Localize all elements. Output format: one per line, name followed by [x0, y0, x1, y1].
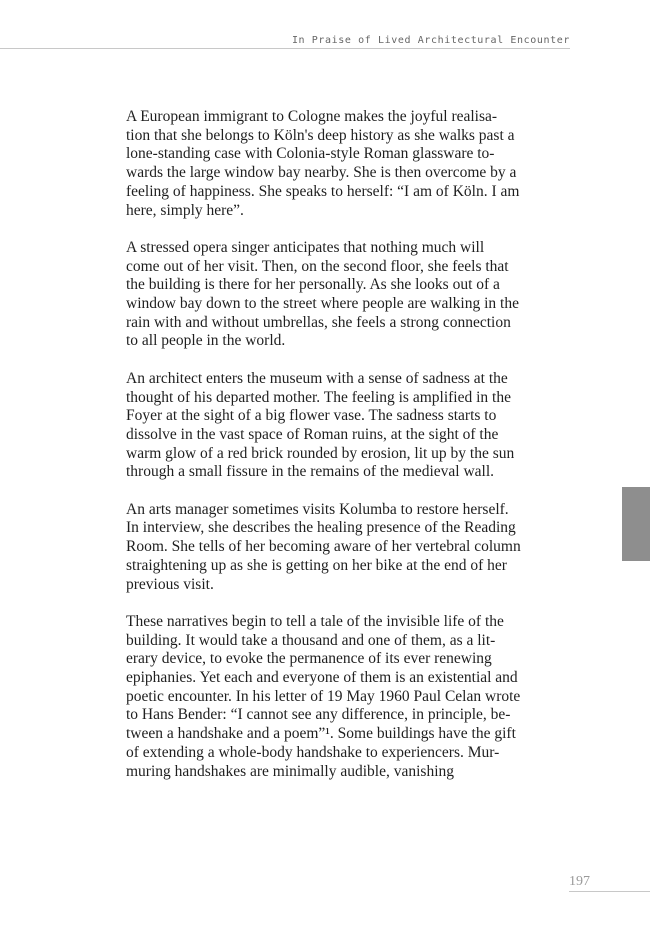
text-line: feeling of happiness. She speaks to herself: “I am of Köln. I am — [126, 182, 520, 200]
page-number: 197 — [569, 874, 590, 889]
text-line: thought of his departed mother. The feeling is amplified in the — [126, 388, 511, 406]
text-line: the building is there for her personally. As she looks out of a — [126, 276, 500, 294]
text-line: An arts manager sometimes visits Kolumba to restore herself. — [126, 500, 509, 518]
footer-rule — [569, 891, 650, 892]
text-line: come out of her visit. Then, on the second floor, she feels that — [126, 257, 509, 275]
text-line: erary device, to evoke the permanence of its ever renewing — [126, 650, 492, 668]
text-line: An architect enters the museum with a sense of sadness at the — [126, 369, 508, 387]
text-line: previous visit. — [126, 575, 214, 593]
text-line: poetic encounter. In his letter of 19 May 1960 Paul Celan wrote — [126, 687, 521, 705]
body-text — [126, 108, 578, 800]
text-line: wards the large window bay nearby. She is then overcome by a — [126, 164, 517, 182]
thumb-index-tab — [622, 487, 650, 561]
text-line: to Hans Bender: “I cannot see any difference, in principle, be- — [126, 706, 511, 724]
text-line: Room. She tells of her becoming aware of her vertebral column — [126, 538, 521, 556]
text-line: building. It would take a thousand and one of them, as a lit- — [126, 631, 496, 649]
text-line: of extending a whole-body handshake to experiencers. Mur- — [126, 743, 500, 761]
text-line: through a small fissure in the remains of the medieval wall. — [126, 463, 495, 481]
paragraph — [126, 613, 578, 781]
text-line: epiphanies. Yet each and everyone of them is an existential and — [126, 669, 518, 687]
text-line: tion that she belongs to Köln's deep history as she walks past a — [126, 126, 515, 144]
text-line: warm glow of a red brick rounded by erosion, lit up by the sun — [126, 444, 515, 462]
paragraph — [126, 501, 578, 595]
text-line: here, simply here”. — [126, 201, 244, 219]
text-line: to all people in the world. — [126, 332, 286, 350]
paragraph — [126, 108, 578, 220]
text-line: lone-standing case with Colonia-style Roman glassware to- — [126, 145, 495, 163]
paragraph — [126, 239, 578, 351]
header-rule — [0, 48, 570, 49]
text-line: These narratives begin to tell a tale of the invisible life of the — [126, 612, 504, 630]
running-head: In Praise of Lived Architectural Encounter — [291, 35, 570, 46]
paragraph — [126, 370, 578, 482]
text-line: rain with and without umbrellas, she feels a strong connection — [126, 313, 511, 331]
text-line: window bay down to the street where people are walking in the — [126, 295, 519, 313]
text-line: dissolve in the vast space of Roman ruins, at the sight of the — [126, 425, 499, 443]
text-line: A stressed opera singer anticipates that nothing much will — [126, 238, 485, 256]
text-line: In interview, she describes the healing presence of the Reading — [126, 519, 516, 537]
text-line: Foyer at the sight of a big flower vase. The sadness starts to — [126, 407, 497, 425]
text-line: straightening up as she is getting on her bike at the end of her — [126, 556, 507, 574]
text-line: tween a handshake and a poem”¹. Some buildings have the gift — [126, 725, 516, 743]
text-line: A European immigrant to Cologne makes the joyful realisa- — [126, 108, 498, 125]
text-line: muring handshakes are minimally audible, vanishing — [126, 762, 455, 780]
